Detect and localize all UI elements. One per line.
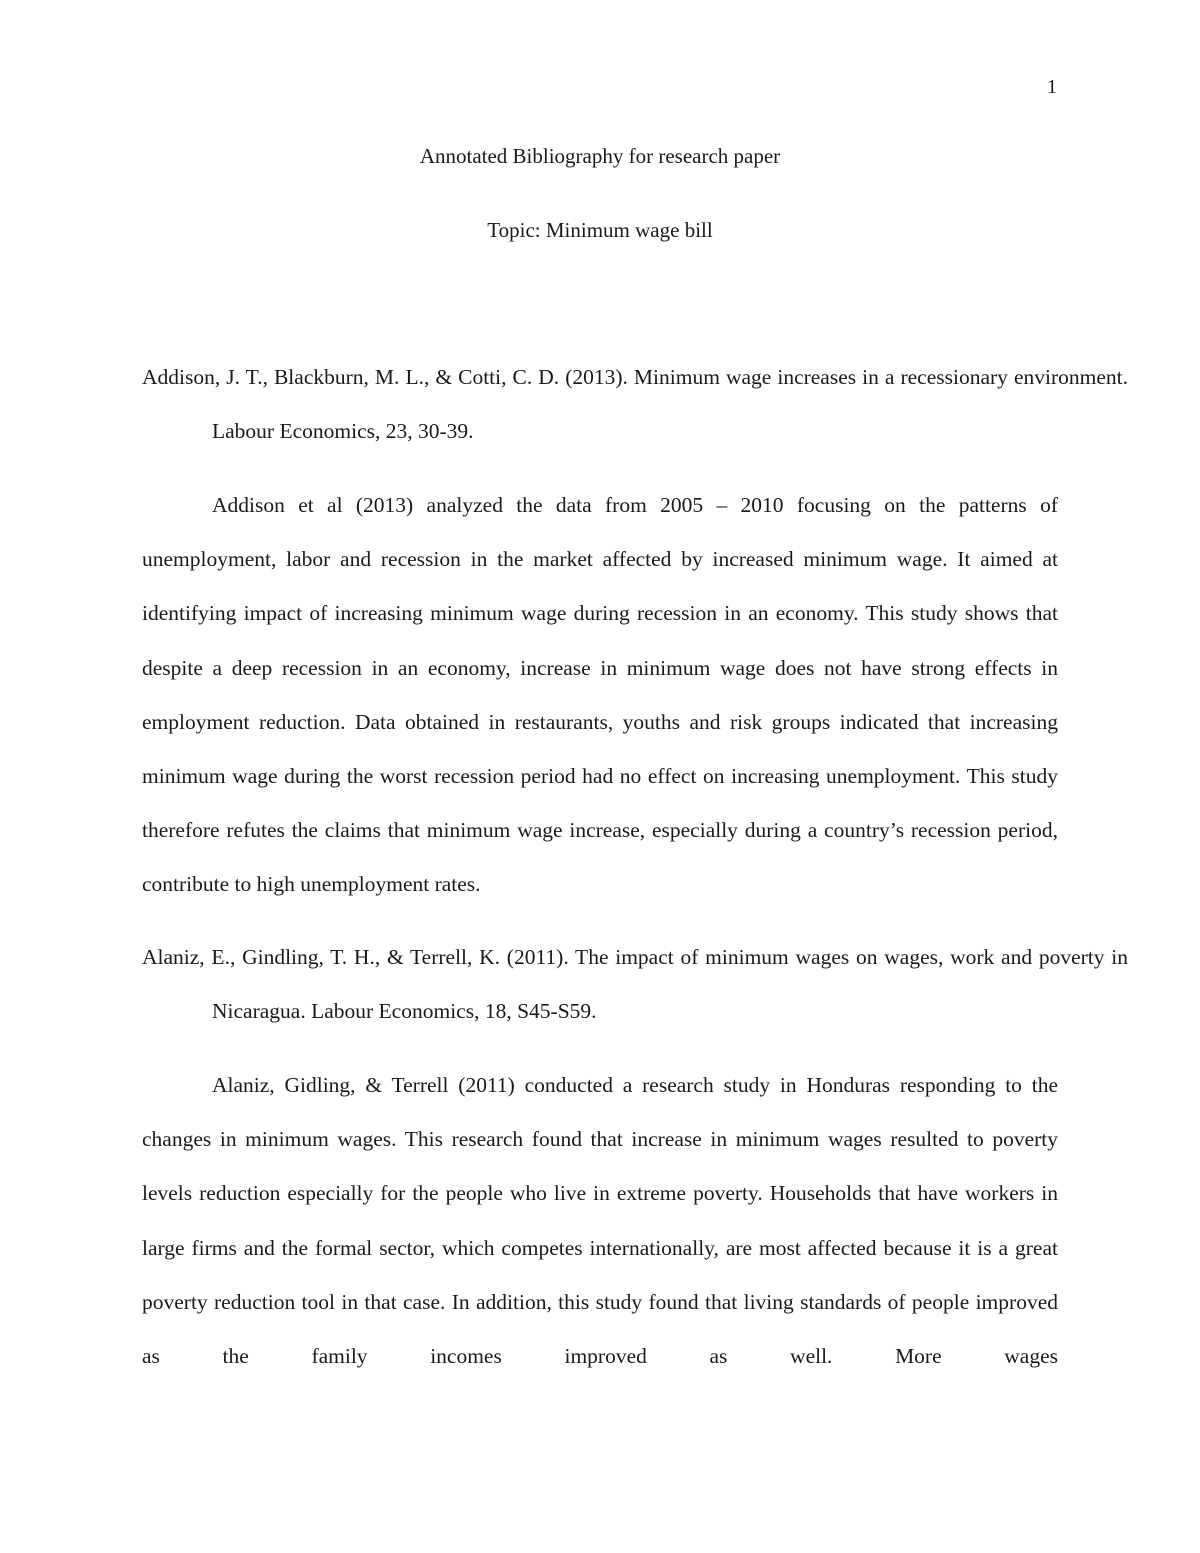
- document-topic: Topic: Minimum wage bill: [487, 218, 713, 242]
- bibliography-citation: Addison, J. T., Blackburn, M. L., & Cotti, C. D. (2013). Minimum wage increases in a recessionary environment. Labour Economics, 23, 30-39.: [142, 365, 1128, 444]
- bibliography-annotation: Alaniz, Gidling, & Terrell (2011) conducted a research study in Honduras responding to the changes in minimum wages. This research found that increase in minimum wages resulted to poverty levels reduction especially for the people who live in extreme poverty. Households that have workers in large firms and the formal sector, which competes internationally, are most affected because it is a great poverty reduction tool in that case. In addition, this study found that living standards of people improved as the family incomes improved as well. More wages: [142, 1073, 1058, 1369]
- bibliography-citation: Alaniz, E., Gindling, T. H., & Terrell, K. (2011). The impact of minimum wages on wages, work and poverty in Nicaragua. Labour Economics, 18, S45-S59.: [142, 945, 1128, 1024]
- document-title: Annotated Bibliography for research paper: [419, 144, 781, 168]
- bibliography-annotation: Addison et al (2013) analyzed the data from 2005 – 2010 focusing on the patterns of unemployment, labor and recession in the market affected by increased minimum wage. It aimed at identifying impact of increasing minimum wage during recession in an economy. This study shows that despite a deep recession in an economy, increase in minimum wage does not have strong effects in employment reduction. Data obtained in restaurants, youths and risk groups indicated that increasing minimum wage during the worst recession period had no effect on increasing unemployment. This study therefore refutes the claims that minimum wage increase, especially during a country’s recession period, contribute to high unemployment rates.: [142, 493, 1058, 897]
- page-number: 1: [1047, 76, 1057, 98]
